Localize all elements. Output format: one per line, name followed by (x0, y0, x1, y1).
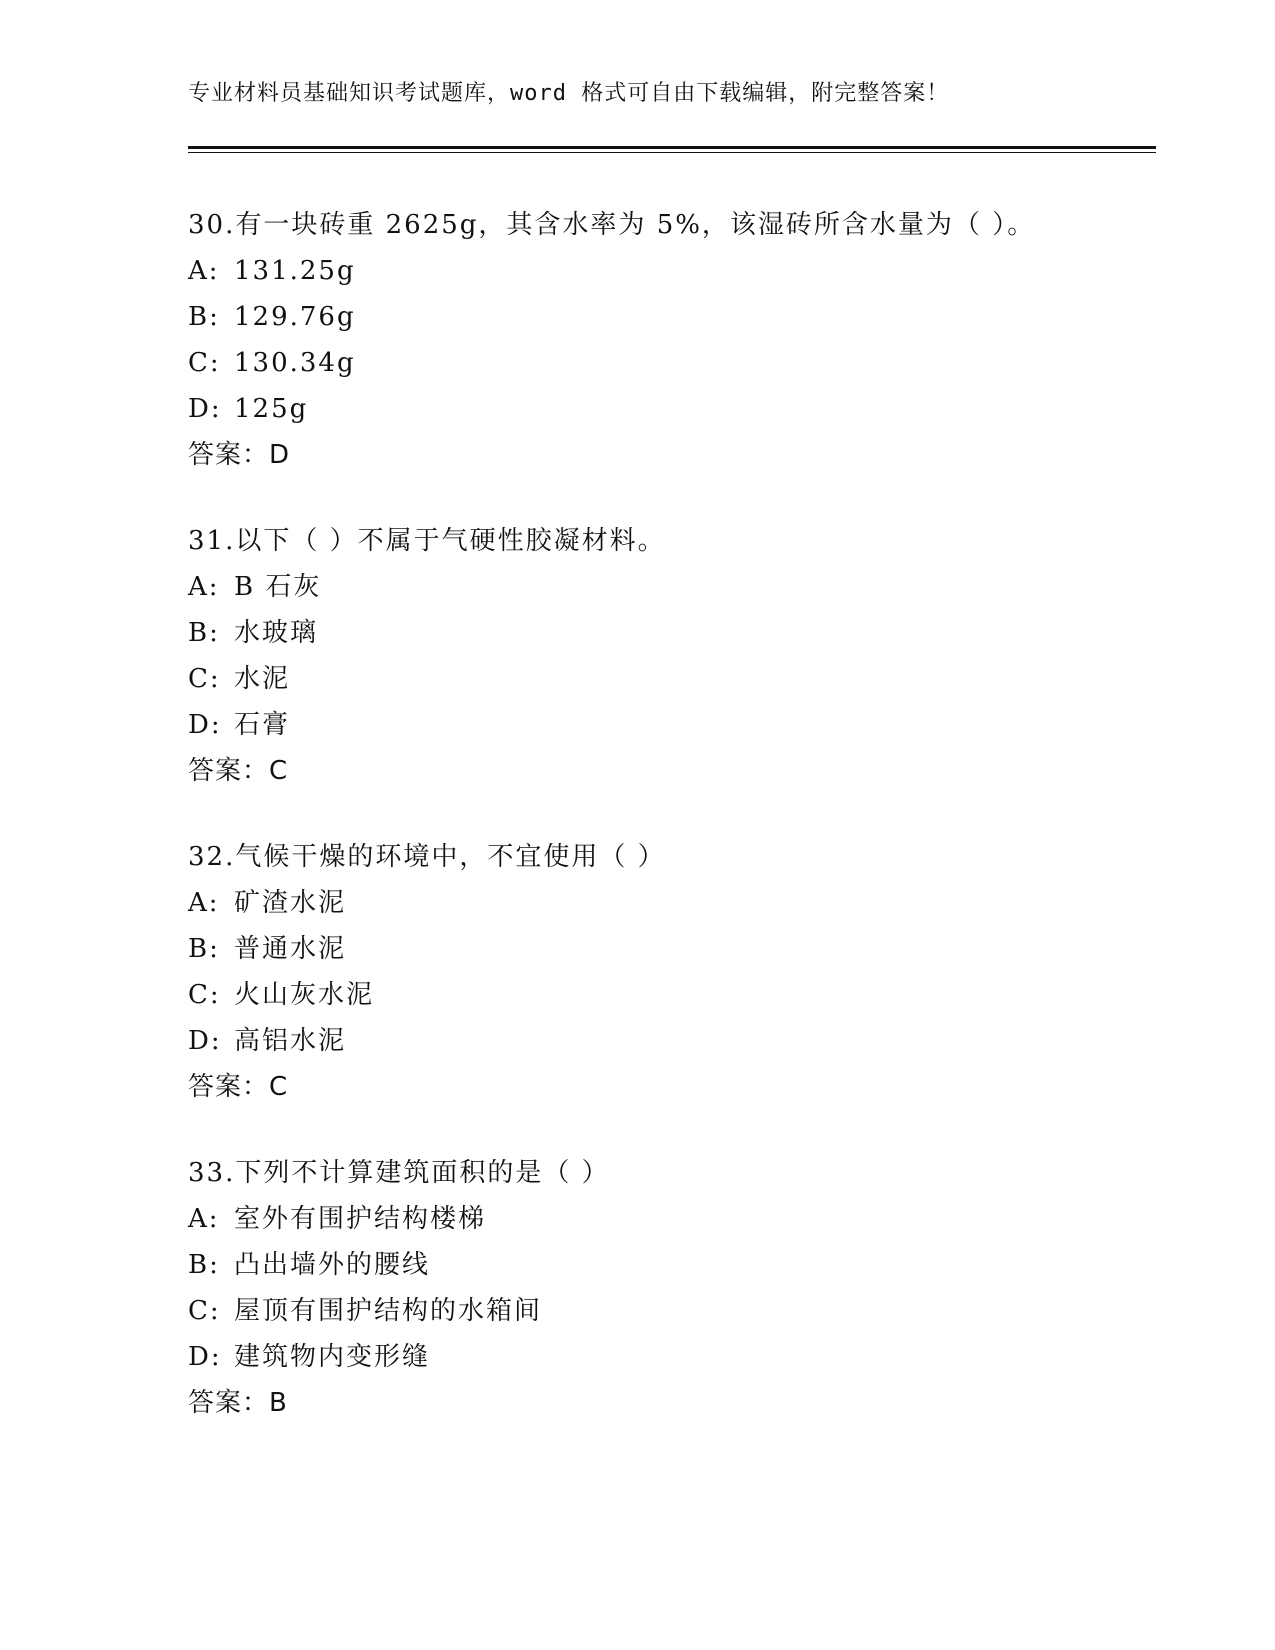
answer-line: 答案：D (188, 440, 291, 470)
option-b (188, 1242, 610, 1288)
option-text: 石膏 (234, 710, 291, 740)
header-divider-thin (188, 152, 1156, 153)
option-c (188, 972, 666, 1018)
question-31 (188, 518, 666, 794)
header-divider-thick (188, 146, 1156, 149)
option-letter: A: (188, 1204, 220, 1234)
option-letter: A: (188, 888, 220, 918)
option-text: 131.25g (234, 256, 356, 286)
option-letter: B: (188, 1250, 220, 1280)
option-d (188, 1334, 610, 1380)
option-text: 矿渣水泥 (234, 888, 347, 918)
option-d (188, 386, 1035, 432)
question-32 (188, 834, 666, 1110)
option-d (188, 1018, 666, 1064)
answer-line: 答案：C (188, 1072, 289, 1102)
answer-line: 答案：C (188, 756, 289, 786)
option-text: 火山灰水泥 (234, 980, 375, 1010)
question-30 (188, 202, 1035, 478)
page-header: 专业材料员基础知识考试题库，word 格式可自由下载编辑，附完整答案！ (188, 81, 950, 106)
option-text: 凸出墙外的腰线 (234, 1250, 431, 1280)
option-letter: D: (188, 1026, 222, 1056)
option-text: 普通水泥 (234, 934, 347, 964)
option-letter: D: (188, 1342, 222, 1372)
option-text: 水泥 (234, 664, 291, 694)
option-text: 高铝水泥 (234, 1026, 347, 1056)
option-letter: C: (188, 348, 221, 378)
option-letter: D: (188, 710, 222, 740)
option-c (188, 1288, 610, 1334)
option-a (188, 248, 1035, 294)
option-text: 125g (234, 394, 309, 424)
question-stem: 33.下列不计算建筑面积的是（ ） (188, 1158, 610, 1188)
question-stem: 30.有一块砖重 2625g，其含水率为 5%，该湿砖所含水量为（ ）。 (188, 210, 1036, 240)
option-letter: C: (188, 1296, 221, 1326)
option-b (188, 610, 666, 656)
option-c (188, 340, 1035, 386)
option-text: 130.34g (234, 348, 356, 378)
option-b (188, 926, 666, 972)
question-33 (188, 1150, 610, 1426)
option-a (188, 880, 666, 926)
option-letter: D: (188, 394, 222, 424)
question-stem: 32.气候干燥的环境中，不宜使用（ ） (188, 842, 666, 872)
option-text: B 石灰 (234, 572, 322, 602)
option-letter: A: (188, 256, 220, 286)
option-text: 建筑物内变形缝 (234, 1342, 431, 1372)
option-b (188, 294, 1035, 340)
question-stem: 31.以下（ ）不属于气硬性胶凝材料。 (188, 526, 666, 556)
option-a (188, 564, 666, 610)
option-c (188, 656, 666, 702)
option-d (188, 702, 666, 748)
option-letter: B: (188, 618, 220, 648)
option-letter: B: (188, 302, 220, 332)
option-text: 室外有围护结构楼梯 (234, 1204, 487, 1234)
option-letter: B: (188, 934, 220, 964)
option-a (188, 1196, 610, 1242)
option-text: 屋顶有围护结构的水箱间 (234, 1296, 543, 1326)
option-text: 129.76g (234, 302, 356, 332)
option-letter: A: (188, 572, 220, 602)
option-letter: C: (188, 980, 221, 1010)
answer-line: 答案：B (188, 1388, 288, 1418)
option-text: 水玻璃 (234, 618, 319, 648)
option-letter: C: (188, 664, 221, 694)
